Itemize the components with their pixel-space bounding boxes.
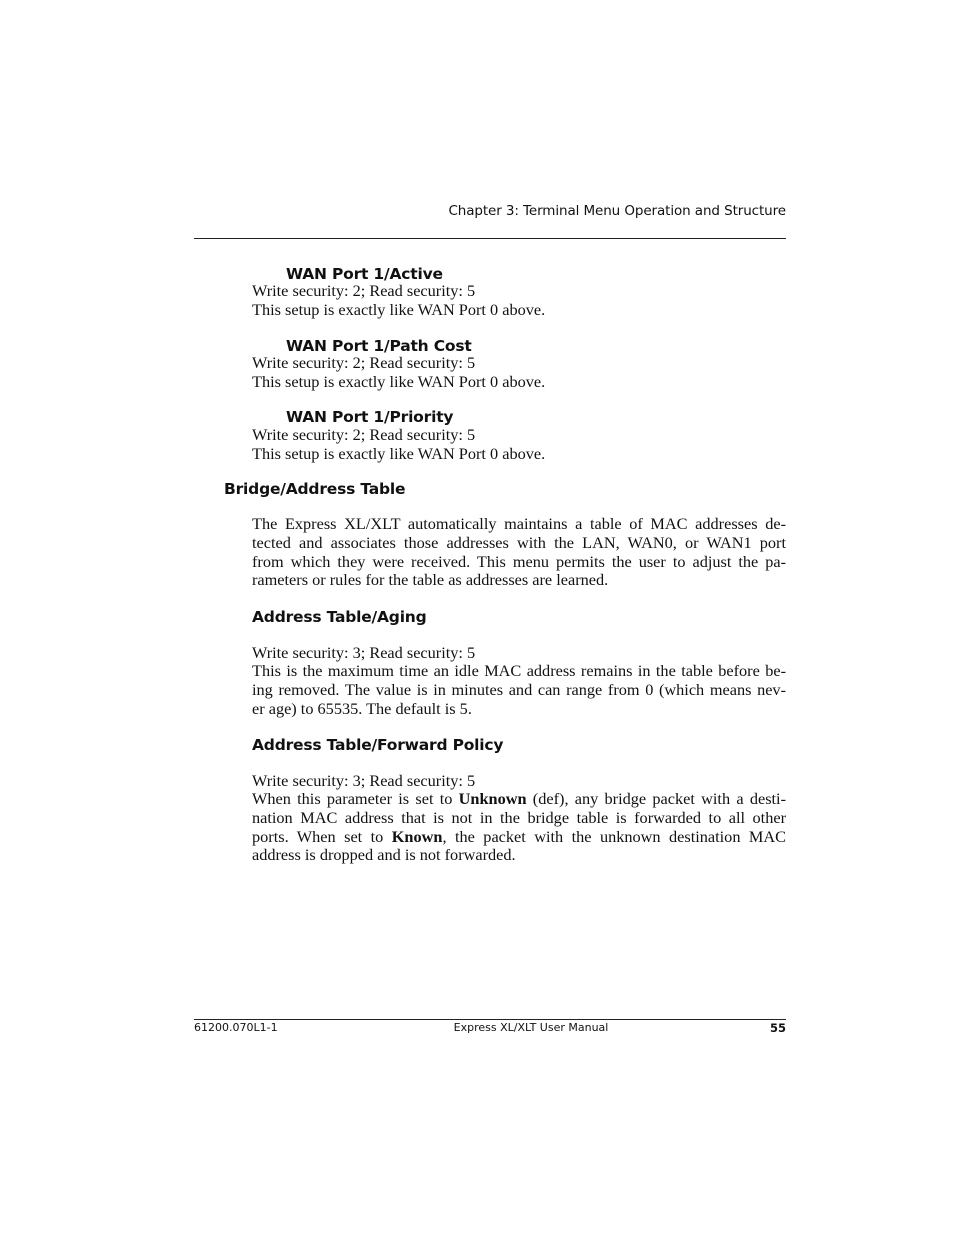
body-wan-port-1-path-cost: This setup is exactly like WAN Port 0 above.	[252, 372, 546, 391]
security-line-address-table-forward-policy: Write security: 3; Read security: 5	[252, 771, 476, 790]
paragraph-line: address is dropped and is not forwarded.	[252, 845, 516, 865]
security-line-wan-port-1-priority: Write security: 2; Read security: 5	[252, 425, 476, 444]
security-line-address-table-aging: Write security: 3; Read security: 5	[252, 643, 476, 662]
footer-page-number: 55	[769, 1021, 786, 1035]
text-run: ports. When set to	[252, 826, 392, 846]
heading-bridge-address-table: Bridge/Address Table	[224, 480, 406, 498]
emphasis-known: Known	[391, 826, 443, 846]
paragraph-address-table-forward-policy	[252, 790, 786, 865]
text-run: When this parameter is set to	[252, 789, 459, 808]
text-run: , the packet with the unknown destination MAC	[442, 826, 787, 846]
footer-doc-number: 61200.070L1-1	[194, 1021, 278, 1034]
security-line-wan-port-1-path-cost: Write security: 2; Read security: 5	[252, 353, 476, 372]
header-rule	[194, 238, 786, 239]
security-line-wan-port-1-active: Write security: 2; Read security: 5	[252, 281, 476, 300]
heading-wan-port-1-active: WAN Port 1/Active	[286, 265, 443, 283]
paragraph-address-table-aging	[252, 662, 786, 718]
paragraph-line: The Express XL/XLT automatically maintains a table of MAC addresses de-	[252, 514, 786, 533]
paragraph-line: from which they were received. This menu permits the user to adjust the pa-	[252, 551, 786, 571]
body-wan-port-1-active: This setup is exactly like WAN Port 0 above.	[252, 300, 546, 319]
heading-wan-port-1-path-cost: WAN Port 1/Path Cost	[286, 337, 472, 355]
text-run: (def), any bridge packet with a desti-	[526, 789, 786, 808]
body-wan-port-1-priority: This setup is exactly like WAN Port 0 above.	[252, 444, 546, 463]
running-header: Chapter 3: Terminal Menu Operation and Structure	[448, 203, 786, 219]
paragraph-line: er age) to 65535. The default is 5.	[252, 698, 472, 718]
paragraph-line: ing removed. The value is in minutes and can range from 0 (which means nev-	[252, 679, 786, 699]
heading-address-table-forward-policy: Address Table/Forward Policy	[252, 736, 504, 754]
emphasis-unknown: Unknown	[458, 789, 527, 808]
paragraph-line: nation MAC address that is not in the bridge table is forwarded to all other	[252, 807, 786, 827]
footer-rule	[194, 1019, 786, 1020]
paragraph-line	[252, 828, 786, 847]
footer-manual-title: Express XL/XLT User Manual	[453, 1021, 609, 1034]
paragraph-line: This is the maximum time an idle MAC address remains in the table before be-	[252, 661, 786, 680]
paragraph-bridge-address-table	[252, 515, 786, 590]
paragraph-line: rameters or rules for the table as addresses are learned.	[252, 570, 609, 590]
heading-address-table-aging: Address Table/Aging	[252, 608, 427, 626]
paragraph-line	[252, 790, 786, 809]
paragraph-line: tected and associates those addresses with the LAN, WAN0, or WAN1 port	[252, 532, 786, 552]
heading-wan-port-1-priority: WAN Port 1/Priority	[286, 408, 454, 426]
